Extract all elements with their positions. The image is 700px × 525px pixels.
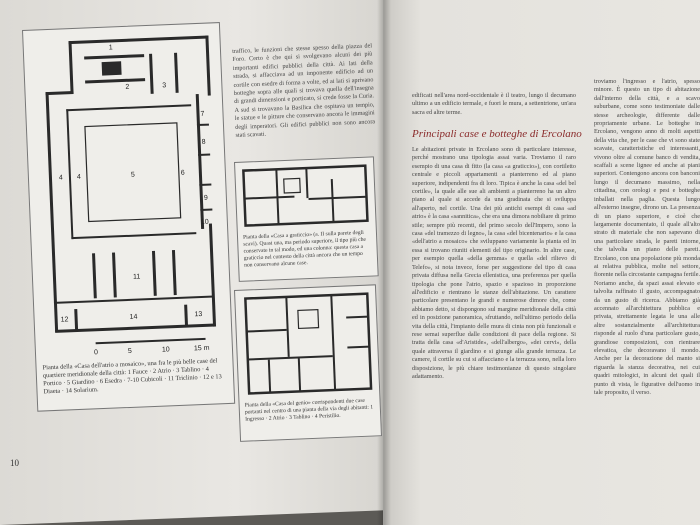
room-number: 12	[60, 316, 69, 324]
paragraph: edificati nell'area nord-occidentale è il teatro, lungo il decumano ultimo a un edificio termale, e fuori le mura, a settentrione, un'ara sacra ed altre terme.	[412, 92, 576, 116]
section-heading: Principali case e botteghe di Ercolano	[412, 128, 582, 140]
right-col2-text	[594, 78, 700, 488]
room-number: 14	[129, 313, 138, 321]
scale-label: 10	[161, 346, 170, 354]
paragraph: Le abitazioni private in Ercolano sono di particolare interesse, perché mostrano una tipologia assai varia. Troviamo il raro esempio di una casa di fitto (la casa «a graticcio»), con cortiletto centrale e piccoli appartamenti a pianterreno ed al piano superiore, indipendenti fra di loro. Tipica è anche la casa «del bel cortile», la quale alle sue ali ambienti a pianterreno ha un altro piano al quale si accede da una gradinata che si sviluppa all'aperto, nel cortile. Una dei più antichi esempi di casa «ad atrio» è la casa «sannitica», che era una dimora nobiliare di primo stile; sempre più recenti, del primo secolo dell'Impero, sono la casa «del tramezzo di legno», la casa «del bicentenario» e la casa «dell'atrio a mosaico» che sviluppano variamente la pianta ed in essa si trovano riuniti elementi del tipo originario. In altre case, per esempio quella «della gemma» e quella «del rilievo di Telefo», si nota invece, forse per suggestione del tipo di casa privata diffusa nella Grecia ellenistica, una preferenza per quella tipologia che pone l'atrio, spazio e spazioso in proporzione all'edificio e rientrano le stanze dell'abitazione. Un carattere particolare presentano le grandi e numerose dimore che, come abbiamo detto, si dispongono sul margine meridionale della città ed in posizione panoramica, sfruttando, nell'ultimo periodo della vita della città, l'impianto delle mura di cinta non più funzionali e rese semai superflue dalle condizioni di pace della regione. Si tratta della casa «d'Aristide», «dell'albergo», «dei cervi», della quale attraversa il giardino e si giunge alla grande terrazza. Le camere, il cortile su cui si affacciano e la terrazza sono, nella loro disposizione, le più chiare testimonianze di questo singolare adattamento.	[412, 146, 576, 380]
lower-plan-caption: Pianta della «Casa del genio» corrispondenti due case portanti nel centro di una pianta della via degli abitanti: 1 Ingresso · 2 Atrio · 3 Tablino · 4 Peristilio.	[244, 397, 374, 423]
room-number: 10	[200, 218, 209, 226]
room-number: 11	[132, 273, 141, 281]
page-number: 10	[10, 458, 19, 468]
room-number: 4	[76, 173, 82, 181]
paragraph: traffico, le funzioni che stesse spesso della piazza del Foro. Certo è che qui si svolgevano alcuni dei più importanti edifici pubblici della città. Ai lati della strada, si affacciava ad un imponente edificio ad un cortile con esedre di forma a volte, ed ai lati si aprivano botteghe sopra alle quali si trovava quella dell'insegna di grandi dimensioni e porticato, si crede fosse la Curia. A sud si trovavano la Basilica che ospitava un tempio, le statue e le pitture che conservano ancora le immagini degli imperatori. Gli edifici pubblici non sono ancora stati scavati.	[232, 42, 376, 139]
left-page-text	[232, 42, 376, 158]
room-number: 3	[162, 82, 167, 90]
room-number: 5	[130, 171, 135, 179]
right-col1-body	[412, 146, 576, 481]
main-plan-caption: Pianta della «Casa dell'atrio a mosaico», una fra le più belle case del quartiere meridionale della città: 1 Fauce · 2 Atrio · 3 Tablino · 4 Portico · 5 Giardino · 6 Esedra · 7-10 Cubicoli · 11 Triclinio · 12 e 13 Diaeta · 14 Solarium.	[42, 357, 222, 396]
room-number: 7	[200, 110, 205, 118]
main-floor-plan	[23, 23, 232, 361]
room-number: 1	[108, 44, 113, 52]
room-number: 6	[180, 169, 185, 177]
room-number: 13	[194, 310, 203, 319]
book-gutter	[377, 0, 391, 525]
right-col1-intro	[412, 92, 576, 122]
lower-floor-plan	[235, 285, 379, 401]
main-floor-plan-frame	[22, 22, 235, 412]
room-number: 9	[203, 194, 208, 202]
scale-label: 0	[93, 349, 99, 357]
upper-floor-plan-frame	[234, 156, 379, 282]
scale-label: 5	[127, 347, 133, 356]
scale-label: 15 m	[193, 344, 210, 353]
room-number: 8	[201, 138, 206, 146]
paragraph: troviamo l'ingresso e l'atrio, spesso minore. È questo un tipo di abitazione dall'interno della città, e a scavo suburbane, come sono testimoniate dalle stesse archeologie, differente dalle propriamente urbane. Le botteghe in Ercolano, vengono anno di molti aspetti della vita che, per le case che vi sono state scavate, caratteristiche ed interessanti, vivono oltre al comune banco di vendita, scaffali a scene lignee ed anche ai piani superiori. Contengono ancora con banconi lungo il decumano massimo, nella cittadina, con orologi e pesi e botteghe inballati nella paglia. Questa lungo all'esterno insegne, dirono un. La presenza di un piano superiore, e cioè che largamente documentato, il quale all'alto strato di materiale che non sapevano di una particolare strada, le pareti intorne, che talvolta un piano delle pareti. Ercolano, con una popolazione più monda ai relativa pubblica, molte nel settore, fiorente nella circostante campagna fertile. Noriamo anche, da spazi assai elevato e talvolta raffinato il gusto, accompagnato da un gusto di ricerca. Abbiamo già accennato all'architettura pubblica e privata, strettamente legata le una alle altre sostanzialmente all'architettura risponde al ruolo d'una particolare gusto, grandiose composizioni, con rientrare elevatica, che decoravano il mondo. Anche per la decorazione del manto si riguarda la stanza decorativa, nei cui quadri mitologici, in alcuni dei quali il punto di vista, le figurative dell'uomo in tale proposito, il verso.	[594, 78, 700, 397]
room-number: 4	[58, 174, 64, 182]
upper-floor-plan	[235, 157, 376, 232]
room-number: 2	[125, 83, 130, 91]
upper-plan-caption: Pianta della «Casa a graticcio» (a. II sulla parete degli scavi). Quasi una, ma periodo superiore, il tipo più che conservate in tal modo, ed una colonna: questa casa a graticcio nel contesto della città ancora che un tempo non conservano alcune case.	[242, 229, 367, 269]
lower-floor-plan-frame	[234, 284, 382, 442]
